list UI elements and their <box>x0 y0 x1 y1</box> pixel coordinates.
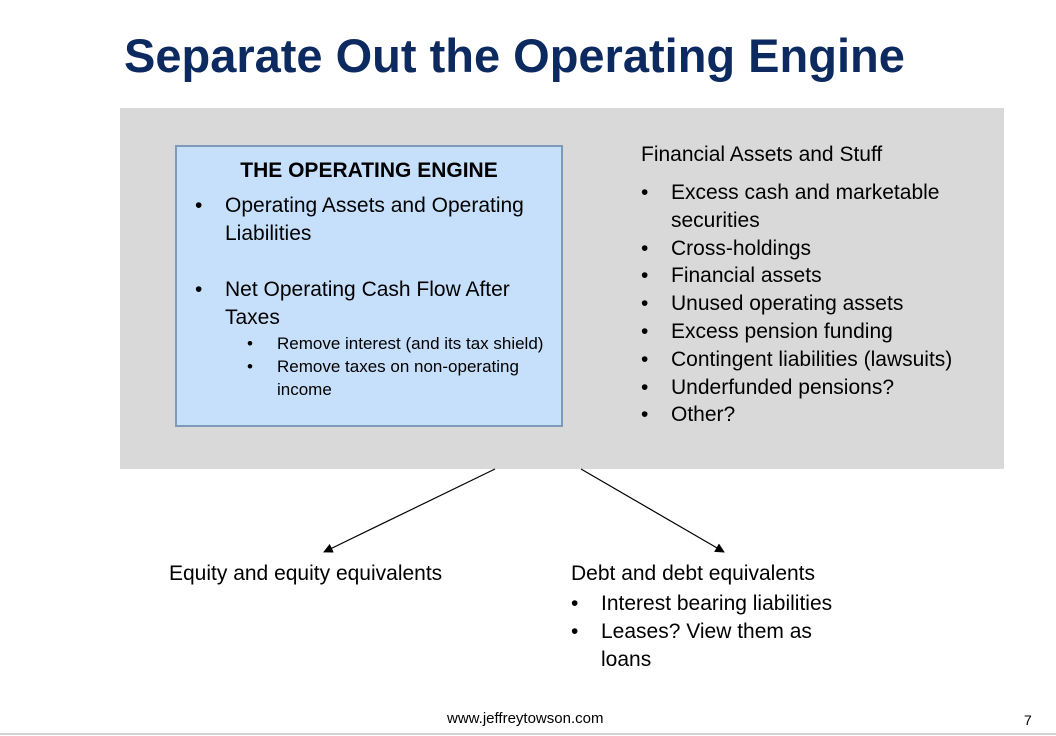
list-item: • Interest bearing liabilities <box>571 590 861 618</box>
sublist-item: • Remove interest (and its tax shield) <box>247 332 555 355</box>
equity-label: Equity and equity equivalents <box>169 562 443 585</box>
arrow-to-equity <box>324 469 495 552</box>
list-item: • Underfunded pensions? <box>641 374 981 402</box>
list-item: • Excess cash and marketable securities <box>641 179 981 235</box>
list-item: • Operating Assets and Operating Liabilities <box>195 192 555 248</box>
page-number: 7 <box>1024 712 1032 728</box>
debt-label: Debt and debt equivalents <box>571 562 816 585</box>
operating-engine-title: THE OPERATING ENGINE <box>240 159 498 182</box>
bottom-divider <box>0 733 1056 735</box>
list-item: • Other? <box>641 401 981 429</box>
sublist-item: • Remove taxes on non-operating income <box>247 355 555 401</box>
footer-url: www.jeffreytowson.com <box>447 710 604 727</box>
list-item: • Leases? View them as loans <box>571 618 861 674</box>
list-item: • Cross-holdings <box>641 235 981 263</box>
arrow-to-debt <box>581 469 724 552</box>
list-item: • Excess pension funding <box>641 318 981 346</box>
list-item: • Unused operating assets <box>641 290 981 318</box>
list-item: • Contingent liabilities (lawsuits) <box>641 346 981 374</box>
financial-assets-title: Financial Assets and Stuff <box>641 143 883 166</box>
slide-title: Separate Out the Operating Engine <box>124 29 905 82</box>
list-item: • Financial assets <box>641 262 981 290</box>
list-item-label: Net Operating Cash Flow After Taxes <box>225 278 510 329</box>
debt-list <box>571 590 861 674</box>
